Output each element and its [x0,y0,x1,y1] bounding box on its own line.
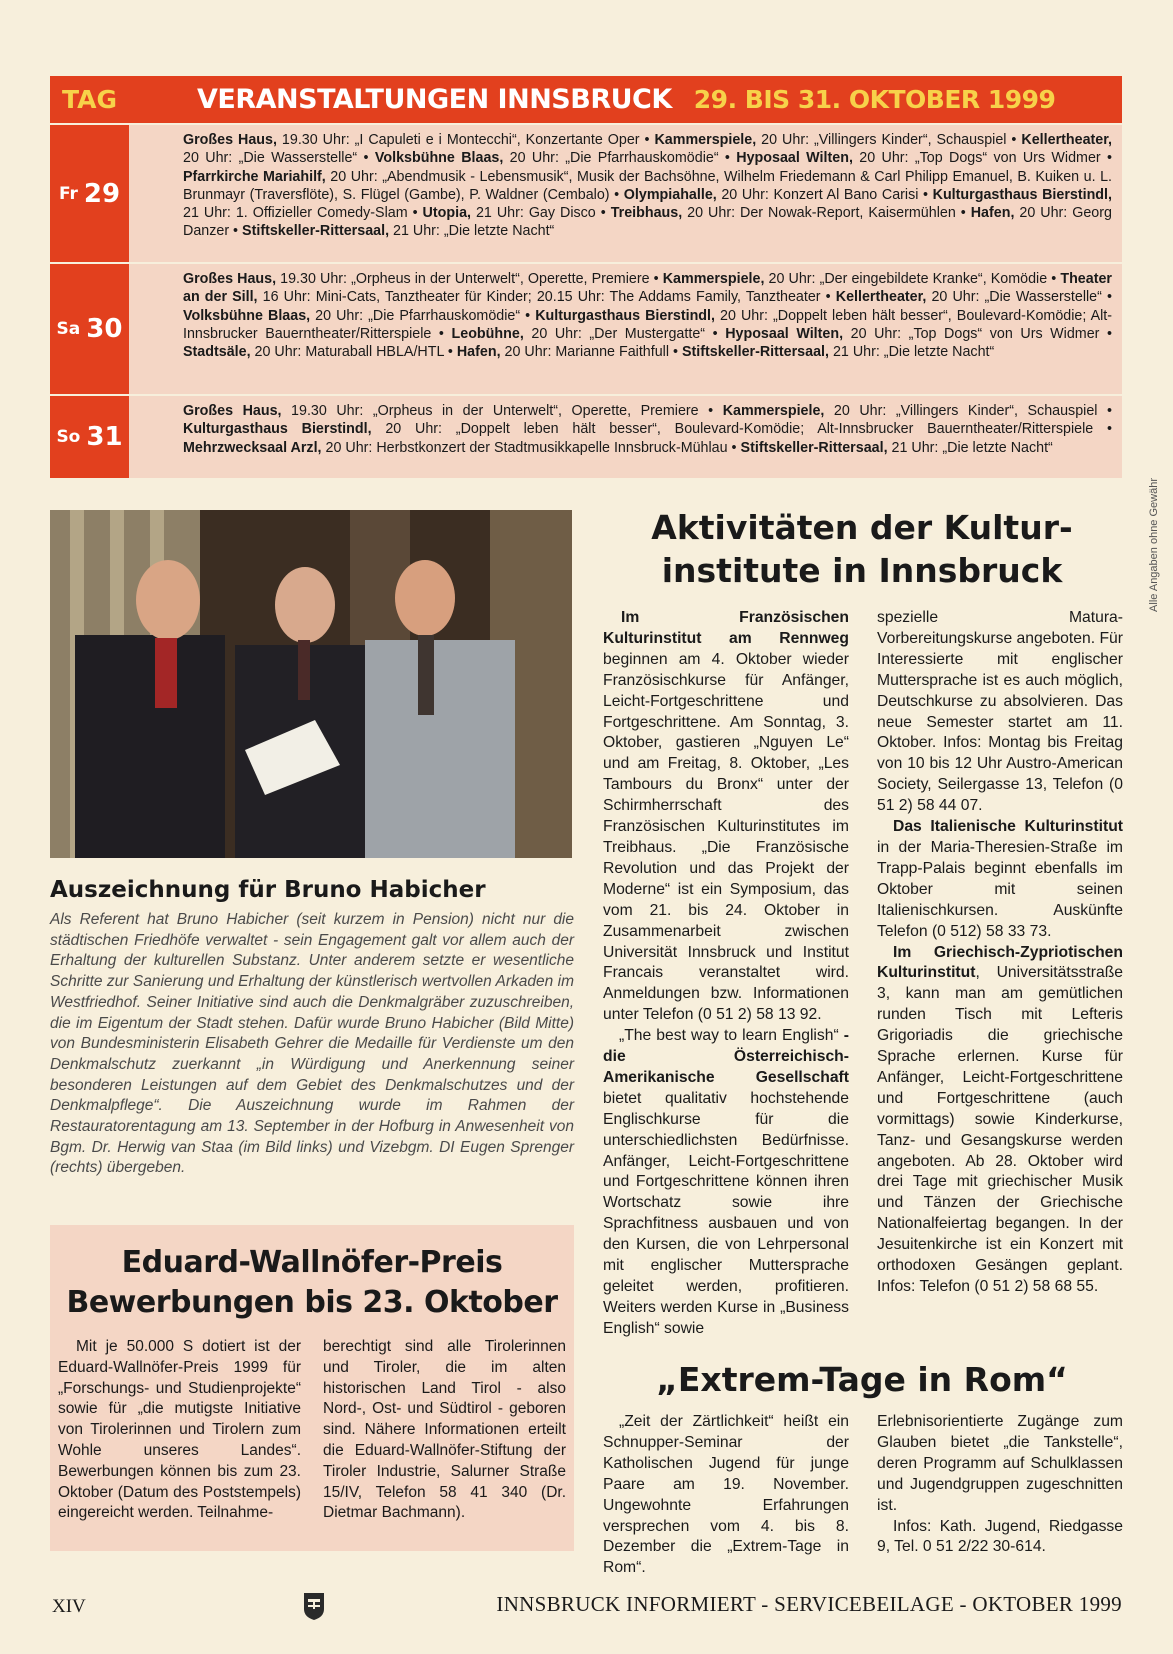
kultur-text: in der Maria-Theresien-Straße im Trapp-Palais beginnt ebenfalls im Oktober mit seinen Italienischkursen. Auskünfte Telefon (0 512) 58 33 73. [877,838,1123,940]
event-detail: 19.30 Uhr: „I Capuleti e i Montecchi“, Konzertante Oper • [276,132,655,148]
kultur-paragraph [603,1026,849,1340]
event-venue: Pfarrkirche Mariahilf, [183,168,326,185]
kultur-text: bietet qualitativ hochstehende Englischkurse für die unterschiedlichsten Bedürfnisse. Anfänger, Leicht-Fortgeschrittene und Fortgeschrittene können ihren Wortschatz sowie ihre Sprachfitness ausbauen und von den Kursen, die von Lehrpersonal mit englischer Muttersprache geleitet werden, profitieren. Weiters werden Kurse in „Business English“ sowie [603,1089,849,1337]
prize-box [50,1225,574,1551]
event-venue: Olympiahalle, [623,186,717,203]
event-detail: 20 Uhr: „Die Wasserstelle“ • [926,289,1112,306]
event-detail: 21 Uhr: 1. Offizieller Comedy-Slam • [183,205,423,222]
event-venue: Leobühne, [451,325,524,342]
prize-paragraph: Mit je 50.000 S dotiert ist der Eduard-Wallnöfer-Preis 1999 für „Forschungs- und Studienprojekte“ sowie für „die mutigste Initiative von Tirolerinnen und Tirolern zum Wohle unseres Landes“. Bewerbungen können bis zum 23. Oktober (Datum des Poststempels) eingereicht werden. Teilnahme- [58,1338,301,1522]
kultur-text: „The best way to learn English“ [619,1027,839,1045]
event-venue: Theater an der Sill, [183,271,1112,306]
prize-headline-line2: Bewerbungen bis 23. Oktober [66,1285,558,1320]
day-number: 29 [83,178,121,209]
event-detail: 20 Uhr: „Der eingebildete Kranke“, Komödie • [764,271,1061,287]
award-headline: Auszeichnung für Bruno Habicher [50,877,486,903]
event-detail: 20 Uhr: „Abendmusik - Lebensmusik“, Musik der Bachsöhne, Wilhelm Friedemann & Carl Philipp Emanuel, B. Kuiken u. L. Brunmayr (Traversflöte), S. Flügel (Gambe), P. Waldner (Cembalo) • [183,168,1112,203]
event-venue: Großes Haus, [183,132,277,148]
weekday: Fr [58,183,78,204]
event-venue: Mehrzwecksaal Arzl, [183,439,322,456]
event-detail: 20 Uhr: „Top Dogs“ von Urs Widmer • [852,150,1113,167]
event-venue: Hyposaal Wilten, [725,325,844,342]
events-title-text: VERANSTALTUNGEN INNSBRUCK [197,84,672,115]
kultur-paragraph [877,817,1123,942]
kultur-headline-line2: institute in Innsbruck [661,551,1063,590]
event-venue: Stadtsäle, [183,344,251,361]
kultur-institute-name: Das Italienische Kulturinstitut [893,818,1123,836]
event-detail: 20 Uhr: Herbstkonzert der Stadtmusikkapelle Innsbruck-Mühlau • [321,439,741,456]
event-detail: 20 Uhr: Marianne Faithfull • [500,344,682,361]
event-detail: 21 Uhr: Gay Disco • [471,205,611,222]
event-detail: 20 Uhr: „Die Pfarrhauskomödie“ • [310,307,536,324]
rom-column-2 [877,1412,1123,1579]
event-venue: Kulturgasthaus Bierstindl, [535,307,715,324]
event-detail: 19.30 Uhr: „Orpheus in der Unterwelt“, Operette, Premiere • [276,271,663,287]
weekday: So [56,427,81,447]
event-detail: 20 Uhr: „Villingers Kinder“, Schauspiel • [824,403,1112,419]
event-detail: 21 Uhr: „Die letzte Nacht“ [887,439,1053,456]
disclaimer-note [1148,478,1164,648]
page-number: XIV [52,1596,86,1617]
kultur-paragraph [603,608,849,1026]
kultur-paragraph [877,943,1123,1298]
day-row-29 [50,123,1122,262]
event-detail: 20 Uhr: Georg Danzer • [183,205,1112,240]
prize-headline [50,1243,574,1323]
prize-paragraph: berechtigt sind alle Tirolerinnen und Tiroler, die im alten historischen Land Tirol - also Nord-, Ost- und Südtirol - geboren sind. Nähere Informationen erteilt die Eduard-Wallnöfer-Stiftung der Tiroler Industrie, Salurner Straße 15/IV, Telefon 58 41 340 (Dr. Dietmar Bachmann). [323,1338,566,1522]
day-entries [129,125,1122,262]
event-venue: Kulturgasthaus Bierstindl, [932,186,1112,203]
event-venue: Hyposaal Wilten, [736,150,853,167]
award-photo [50,510,572,858]
kultur-column-1 [603,608,849,1340]
day-label [50,264,129,394]
event-detail: 20 Uhr: „Die Pfarrhauskomödie“ • [503,150,737,167]
rom-paragraph: Erlebnisorientierte Zugänge zum Glauben bietet „die Tankstelle“, deren Programm auf Schulklassen und Jugendgruppen zugeschnitten ist. [877,1413,1123,1514]
event-detail: 20 Uhr: Konzert Al Bano Carisi • [716,186,933,203]
rom-paragraph: Infos: Kath. Jugend, Riedgasse 9, Tel. 0 51 2/22 30-614. [877,1517,1123,1556]
event-detail: 20 Uhr: „Doppelt leben hält besser“, Boulevard-Komödie; Alt-Innsbrucker Bauerntheater/Ritterspiele • [371,421,1112,438]
events-date-range: 29. BIS 31. OKTOBER 1999 [693,85,1056,114]
photo-illustration [50,510,572,858]
event-venue: Hafen, [970,205,1015,222]
kultur-institute-name: Im Griechisch-Zypriotischen Kulturinstitut [877,943,1123,982]
prize-column-1 [58,1337,301,1524]
event-detail: 16 Uhr: Mini-Cats, Tanztheater für Kinder; 20.15 Uhr: The Addams Family, Tanztheater • [257,289,836,306]
event-venue: Volksbühne Blaas, [374,150,504,167]
day-row-30 [50,262,1122,394]
kultur-columns [603,608,1123,1340]
event-venue: Großes Haus, [183,271,277,287]
event-detail: 21 Uhr: „Die letzte Nacht“ [389,223,555,240]
event-detail: 20 Uhr: Der Nowak-Report, Kaisermühlen • [682,205,971,222]
kultur-column-2 [877,608,1123,1340]
weekday: Sa [56,319,81,339]
day-entries [129,396,1122,478]
day-number: 31 [86,422,123,452]
kultur-text: , Universitätsstraße 3, kann man am gemütlichen runden Tisch mit Lefteris Grigoriadis die griechische Sprache erlernen. Kurse für Anfänger, Leicht-Fortgeschrittene und Fortgeschrittene (auch vormittags) sowie Kinderkurse, Tanz- und Gesangskurse werden angeboten. Ab 28. Oktober wird drei Tage mit griechischer Musik und Tänzen der Griechische Nationalfeiertag begangen. In der Jesuitenkirche ist ein Konzert mit orthodoxen Gesängen geplant. Infos: Telefon (0 51 2) 58 68 55. [877,964,1123,1295]
event-detail: 20 Uhr: „Die Wasserstelle“ • [183,150,375,167]
event-venue: Stiftskeller-Rittersaal, [242,223,390,240]
event-venue: Utopia, [422,205,471,222]
event-detail: 20 Uhr: „Top Dogs“ von Urs Widmer • [843,325,1113,342]
event-venue: Kammerspiele, [654,132,757,148]
rom-columns [603,1412,1123,1579]
event-detail: 20 Uhr: Maturaball HBLA/HTL • [250,344,457,361]
publication-title: INNSBRUCK INFORMIERT - SERVICEBEILAGE - OKTOBER 1999 [496,1592,1122,1616]
event-venue: Kammerspiele, [662,271,765,287]
events-header [50,76,1122,123]
award-body: Als Referent hat Bruno Habicher (seit kurzem in Pension) nicht nur die städtischen Friedhöfe verwaltet - sein Engagement galt vor allem auch der Erhaltung der kulturellen Substanz. Unter anderem setzte er wesentliche Schritte zur Sanierung und Erhaltung der künstlerisch wertvollen Arkaden im Westfriedhof. Seiner Initiative sind auch die Denkmalgräber zuzuschreiben, die im Eigentum der Stadt stehen. Dafür wurde Bruno Habicher (Bild Mitte) von Bundesministerin Elisabeth Gehrer die Medaille für Verdienste um den Denkmalschutz zuerkannt „in Würdigung und Anerkennung seiner besonderen Leistungen auf dem Gebiet des Denkmalschutzes und der Denkmalpflege“. Die Auszeichnung wurde im Rahmen der Restauratorentagung am 13. September in der Hofburg in Anwesenheit von Bgm. Dr. Herwig van Staa (im Bild links) und Vizebgm. DI Eugen Sprenger (rechts) übergeben. [50,911,574,1177]
day-row-31 [50,394,1122,478]
event-venue: Stiftskeller-Rittersaal, [681,344,829,361]
rom-paragraph: „Zeit der Zärtlichkeit“ heißt ein Schnupper-Seminar der Katholischen Jugend für junge Paare am 19. November. Ungewohnte Erfahrungen versprechen vom 4. bis 8. Dezember die „Extrem-Tage in Rom“. [603,1413,849,1577]
event-venue: Kammerspiele, [722,403,825,419]
event-venue: Volksbühne Blaas, [183,307,311,324]
event-detail: 20 Uhr: „Der Mustergatte“ • [523,325,726,342]
event-venue: Treibhaus, [610,205,683,222]
event-detail: 20 Uhr: „Doppelt leben hält besser“, Boulevard-Komödie; Alt-Innsbrucker Bauerntheater/Ritterspiele • [183,307,1113,342]
day-entries [129,264,1122,394]
prize-headline-line1: Eduard-Wallnöfer-Preis [121,1245,503,1280]
event-detail: 19.30 Uhr: „Orpheus in der Unterwelt“, Operette, Premiere • [281,403,723,419]
disclaimer-text: Alle Angaben ohne Gewähr [1148,478,1160,612]
city-crest-icon [302,1591,326,1621]
prize-column-2 [323,1337,566,1524]
tag-label: TAG [62,85,117,114]
kultur-paragraph: spezielle Matura-Vorbereitungskurse angeboten. Für Interessierte mit englischer Muttersprache ist es auch möglich, Deutschkurse zu absolvieren. Das neue Semester startet am 11. Oktober. Infos: Montag bis Freitag von 10 bis 12 Uhr Austro-American Society, Seilergasse 13, Telefon (0 51 2) 58 44 07. [877,609,1123,815]
kultur-headline-line1: Aktivitäten der Kultur- [651,508,1073,547]
kultur-institute-name: Im Französischen Kulturinstitut am Rennweg [603,609,849,647]
event-detail: 21 Uhr: „Die letzte Nacht“ [828,344,995,361]
day-label [50,396,129,478]
rom-column-1 [603,1412,849,1579]
kultur-text: beginnen am 4. Oktober wieder Französischkurse für Anfänger, Leicht-Fortgeschrittene und Fortgeschrittene. Am Sonntag, 3. Oktober, gastieren „Nguyen Le“ und am Freitag, 8. Oktober, „Les Tambours du Bronx“ unter der Schirmherrschaft des Französischen Kulturinstitutes im Treibhaus. „Die Französische Revolution und das Projekt der Moderne“ ist ein Symposium, das vom 21. bis 24. Oktober in Zusammenarbeit zwischen Universität Innsbruck und Institut Francais veranstaltet wird. Anmeldungen bzw. Informationen unter Telefon (0 51 2) 58 13 92. [603,650,849,1024]
day-label [50,125,129,262]
prize-columns [58,1337,566,1524]
event-venue: Stiftskeller-Rittersaal, [740,439,888,456]
event-venue: Kellertheater, [835,289,927,306]
kultur-institute-name: - die Österreichisch-Amerikanische Gesellschaft [603,1027,849,1086]
event-detail: 20 Uhr: „Villingers Kinder“, Schauspiel • [756,132,1022,148]
event-venue: Kulturgasthaus Bierstindl, [183,421,372,438]
kultur-headline [600,506,1124,592]
event-venue: Kellertheater, [1021,132,1112,148]
day-number: 30 [86,314,123,344]
event-venue: Großes Haus, [183,403,282,419]
event-venue: Hafen, [456,344,501,361]
events-table [50,76,1122,478]
events-title [129,84,1122,115]
rom-headline: „Extrem-Tage in Rom“ [656,1360,1068,1399]
